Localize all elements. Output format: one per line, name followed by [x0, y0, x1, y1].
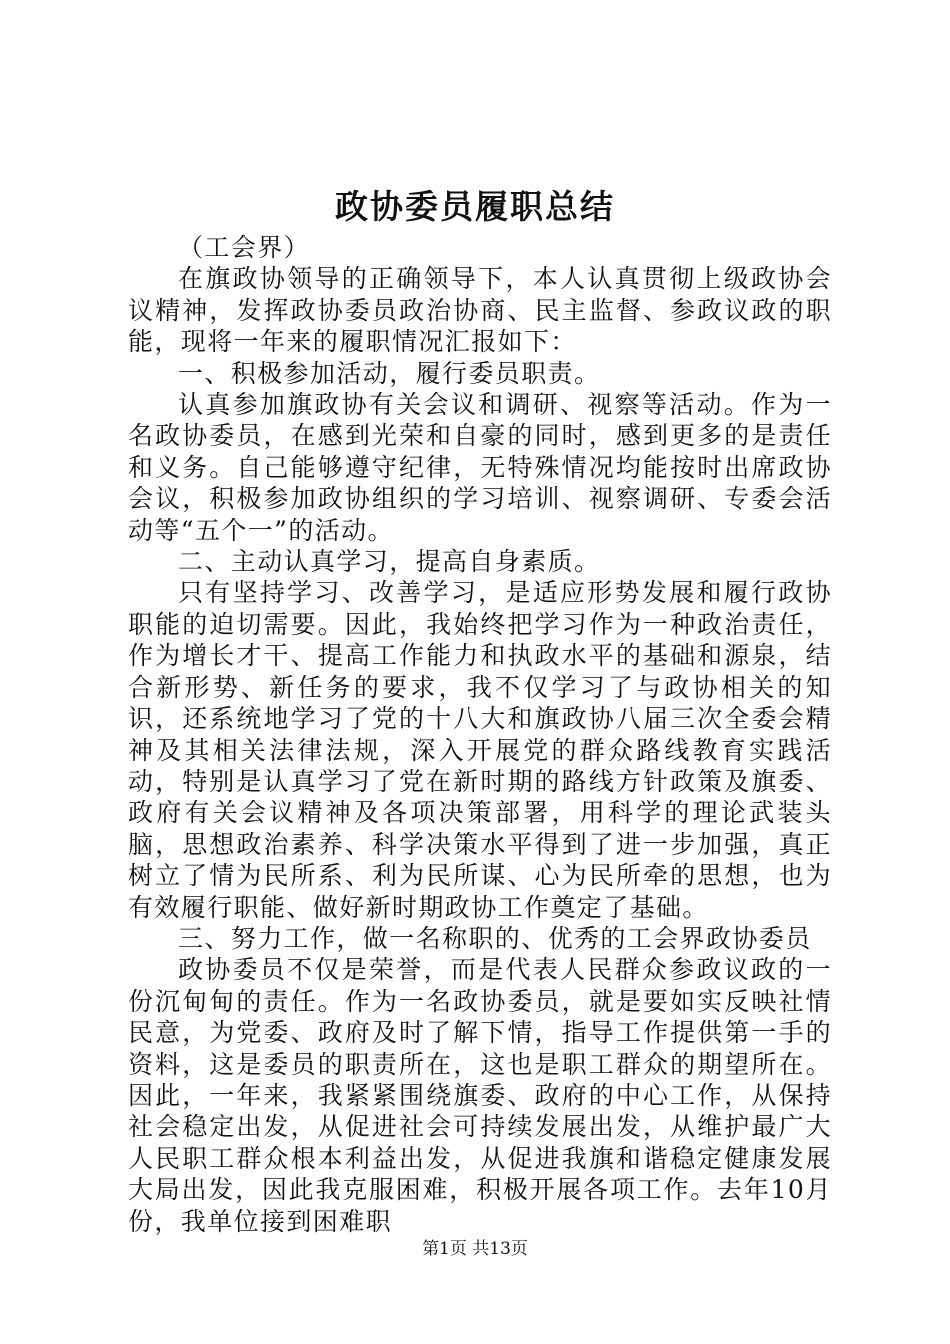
section-heading-3: 三、努力工作，做一名称职的、优秀的工会界政协委员: [178, 923, 812, 953]
document-body: [128, 232, 832, 1237]
section-heading-1: 一、积极参加活动，履行委员职责。: [178, 358, 601, 388]
section-paragraph-3: 政协委员不仅是荣誉，而是代表人民群众参政议政的一份沉甸甸的责任。作为一名政协委员，就是要如实反映社情民意，为党委、政府及时了解下情，指导工作提供第一手的资料，这是委员的职责所在，这也是职工群众的期望所在。因此，一年来，我紧紧围绕旗委、政府的中心工作，从保持社会稳定出发，从促进社会可持续发展出发，从维护最广大人民职工群众根本利益出发，从促进我旗和谐稳定健康发展大局出发，因此我克服困难，积极开展各项工作。去年10月份，我单位接到困难职: [128, 955, 832, 1236]
document-subtitle: （工会界）: [178, 233, 311, 262]
page-footer: 第1页 共13页: [422, 1239, 528, 1259]
document-title: 政协委员履职总结: [335, 187, 615, 226]
section-paragraph-2: 只有坚持学习、改善学习，是适应形势发展和履行政协职能的迫切需要。因此，我始终把学习作为一种政治责任，作为增长才干、提高工作能力和执政水平的基础和源泉，结合新形势、新任务的要求，我不仅学习了与政协相关的知识，还系统地学习了党的十八大和旗政协八届三次全委会精神及其相关法律法规，深入开展党的群众路线教育实践活动，特别是认真学习了党在新时期的路线方针政策及旗委、政府有关会议精神及各项决策部署，用科学的理论武装头脑，思想政治素养、科学决策水平得到了进一步加强，真正树立了情为民所系、利为民所谋、心为民所牵的思想，也为有效履行职能、做好新时期政协工作奠定了基础。: [128, 578, 832, 922]
intro-paragraph: 在旗政协领导的正确领导下，本人认真贯彻上级政协会议精神，发挥政协委员政治协商、民主监督、参政议政的职能，现将一年来的履职情况汇报如下：: [128, 264, 832, 357]
section-heading-2: 二、主动认真学习，提高自身素质。: [178, 547, 601, 577]
section-paragraph-1: 认真参加旗政协有关会议和调研、视察等活动。作为一名政协委员，在感到光荣和自豪的同时，感到更多的是责任和义务。自己能够遵守纪律，无特殊情况均能按时出席政协会议，积极参加政协组织的学习培训、视察调研、专委会活动等“五个一”的活动。: [128, 390, 832, 545]
